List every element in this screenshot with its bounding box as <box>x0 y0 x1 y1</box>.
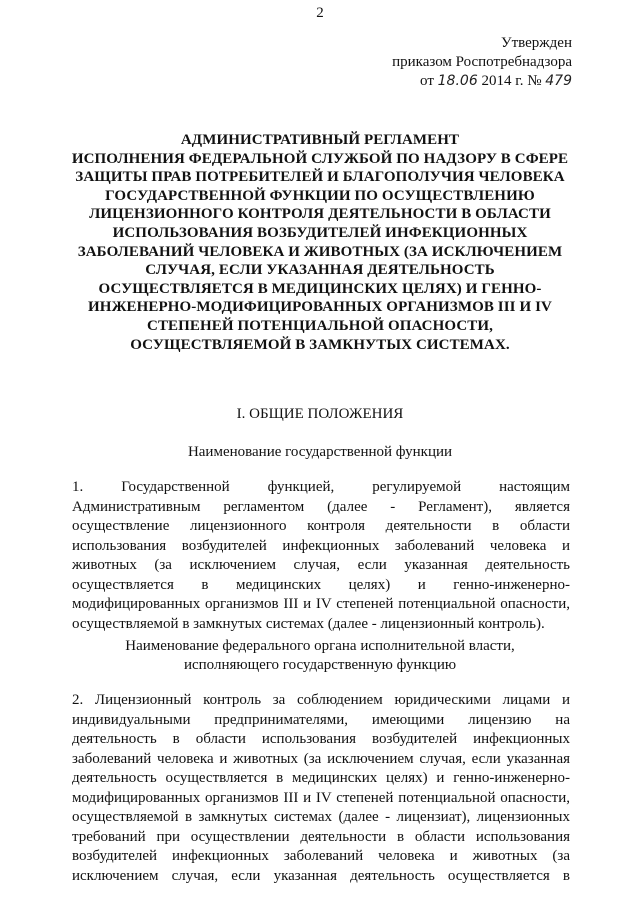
paragraph-line: возбудителей инфекционных заболеваний человека и животных (за <box>72 848 570 864</box>
paragraph-line: модифицированных организмов III и IV степеней потенциальной опасности, <box>72 596 570 612</box>
paragraph-line: осуществляется в медицинских целях) и генно-инженерно- <box>72 576 570 593</box>
title-line: АДМИНИСТРАТИВНЫЙ РЕГЛАМЕНТ <box>180 132 460 148</box>
paragraph-line: использования возбудителей инфекционных заболеваний человека и <box>72 537 570 554</box>
paragraph-line: 2. Лицензионный контроль за соблюдением юридическими лицами и <box>72 692 570 708</box>
paragraph-1 <box>72 478 570 634</box>
title-line: ИНЖЕНЕРНО-МОДИФИЦИРОВАННЫХ ОРГАНИЗМОВ III И IV <box>88 299 552 316</box>
title-line: СЛУЧАЯ, ЕСЛИ УКАЗАННАЯ ДЕЯТЕЛЬНОСТЬ <box>145 262 495 279</box>
approval-line-1: Утвержден <box>500 35 572 51</box>
paragraph-line: исключением случая, если указанная деятельность осуществляется в <box>72 867 570 884</box>
subheading-line: исполняющего государственную функцию <box>183 657 457 673</box>
page-number: 2 <box>316 5 324 21</box>
title-line: ЛИЦЕНЗИОННОГО КОНТРОЛЯ ДЕЯТЕЛЬНОСТИ В ОБЛАСТИ <box>89 206 551 223</box>
title-line: ЗАЩИТЫ ПРАВ ПОТРЕБИТЕЛЕЙ И БЛАГОПОЛУЧИЯ ЧЕЛОВЕКА <box>75 169 565 186</box>
title-line: ГОСУДАРСТВЕННОЙ ФУНКЦИИ ПО ОСУЩЕСТВЛЕНИЮ <box>105 187 535 204</box>
title-line: СТЕПЕНЕЙ ПОТЕНЦИАЛЬНОЙ ОПАСНОСТИ, <box>147 317 493 334</box>
handwritten-order-number: 479 <box>545 73 572 89</box>
title-line: ИСПОЛНЕНИЯ ФЕДЕРАЛЬНОЙ СЛУЖБОЙ ПО НАДЗОРУ В СФЕРЕ <box>71 150 569 167</box>
approval-year: 2014 г. № <box>481 73 542 89</box>
title-line: ЗАБОЛЕВАНИЙ ЧЕЛОВЕКА И ЖИВОТНЫХ (ЗА ИСКЛЮЧЕНИЕМ <box>77 243 563 260</box>
paragraph-line: заболеваний человека и животных (за исключением случая, если указанная <box>72 750 570 767</box>
paragraph-line: осуществляемой в замкнутых системах (далее - лицензиат), лицензионных <box>72 809 570 825</box>
document-title <box>50 131 590 354</box>
approval-line-2: приказом Роспотребнадзора <box>392 54 572 70</box>
subheading-function-name: Наименование государственной функции <box>187 444 453 460</box>
paragraph-line: деятельность осуществляется в медицинских целях) и генно-инженерно- <box>72 770 570 786</box>
approval-stamp <box>0 34 572 91</box>
paragraph-line: требований при осуществлении деятельности в области использования <box>72 828 570 845</box>
subheading-authority <box>0 637 640 675</box>
paragraph-line: 1. Государственной функцией, регулируемой настоящим <box>72 479 570 495</box>
handwritten-date: 18.06 <box>437 73 478 89</box>
paragraph-line: Административным регламентом (далее - Регламент), является <box>72 498 570 515</box>
title-line: ОСУЩЕСТВЛЯЕМОЙ В ЗАМКНУТЫХ СИСТЕМАХ. <box>130 336 510 353</box>
subheading-line: Наименование федерального органа исполнительной власти, <box>125 638 515 654</box>
paragraph-line: модифицированных организмов III и IV степеней потенциальной опасности, <box>72 789 570 806</box>
paragraph-line: животных (за исключением случая, если указанная деятельность <box>72 557 570 573</box>
paragraph-line: деятельность в области использования возбудителей инфекционных <box>72 731 570 747</box>
paragraph-2 <box>72 691 570 886</box>
paragraph-line: осуществление лицензионного контроля деятельности в области <box>72 518 570 534</box>
section-heading: I. ОБЩИЕ ПОЛОЖЕНИЯ <box>236 406 404 422</box>
paragraph-line: индивидуальными предпринимателями, имеющими лицензию на <box>72 711 570 728</box>
approval-from: от <box>420 73 434 89</box>
approval-line-3 <box>0 72 572 91</box>
paragraph-line: осуществляемой в замкнутых системах (далее - лицензионный контроль). <box>72 615 545 632</box>
title-line: ОСУЩЕСТВЛЯЕТСЯ В МЕДИЦИНСКИХ ЦЕЛЯХ) И ГЕННО- <box>98 280 542 297</box>
title-line: ИСПОЛЬЗОВАНИЯ ВОЗБУДИТЕЛЕЙ ИНФЕКЦИОННЫХ <box>112 224 528 241</box>
